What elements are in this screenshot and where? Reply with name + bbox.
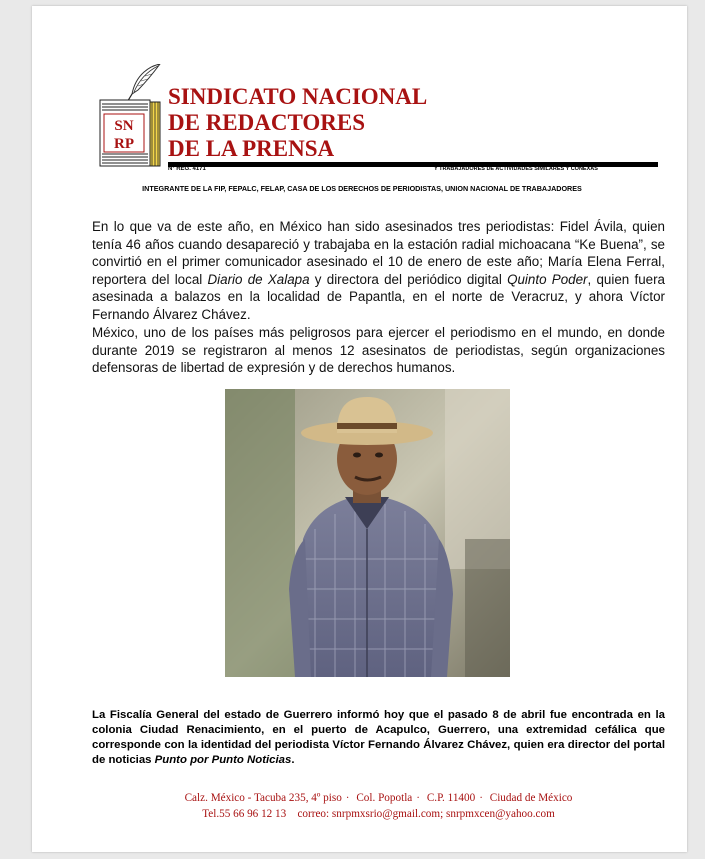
punto-por-punto-noticias: Punto por Punto Noticias <box>154 754 292 766</box>
logo-letters-top: SN <box>114 118 134 134</box>
union-logo <box>98 64 162 170</box>
footer-colonia: Col. Popotla <box>356 792 413 804</box>
org-name-line-1: SINDICATO NACIONAL <box>168 84 428 109</box>
footer-contact <box>92 790 665 822</box>
paragraph-1-text-a: En lo que va de este año, en México han sido asesinados tres periodistas: Fidel Ávila, quien tenía 46 años cuando desapareció y trabajaba en la estación radial michoacana “Ke Buena”, se convirtió en el primer comunicador asesinado el 10 de enero de este año; María Elena Ferral, reportera del local <box>92 219 665 287</box>
footer-emails[interactable]: snrpmxsrio@gmail.com; snrpmxcen@yahoo.com <box>331 808 555 820</box>
org-name-line-2: DE REDACTORES <box>168 110 366 135</box>
footer-city: Ciudad de México <box>489 792 573 804</box>
footer-street: Calz. México - Tacuba 235, 4º piso <box>184 792 342 804</box>
man-with-hat-photo-icon <box>225 389 510 677</box>
paragraph-1-text-c: y directora del periódico digital <box>309 271 508 287</box>
paragraph-1-text-e: , quien fuera asesinada a balazos en la localidad de Papantla, en el norte de Veracruz, y ahora Víctor Fernando Álvarez Chávez. <box>92 271 666 322</box>
portrait-photo <box>225 389 510 677</box>
caption-text-c: . <box>291 754 295 766</box>
document-page <box>32 6 687 852</box>
caption-text-a: La Fiscalía General del estado de Guerrero informó hoy que el pasado 8 de abril fue encontrada en la colonia Ciudad Renacimiento, en el puerto de Acapulco, Guerrero, una extremidad cefálica que corresponde con la identidad del periodista Víctor Fernando Álvarez Chávez, quien era director del portal de noticias <box>92 709 665 766</box>
diario-de-xalapa: Diario de Xalapa <box>207 271 310 287</box>
registration-number: Nº REG. 4171 <box>168 166 206 172</box>
header-tagline: Y TRABAJADORES DE ACTIVIDADES SIMILARES Y CONEXAS <box>434 166 598 172</box>
org-name-line-3: DE LA PRENSA <box>168 136 335 161</box>
quill-and-book-icon <box>98 64 162 170</box>
organization-name <box>168 84 427 162</box>
footer-contact-line <box>92 806 665 822</box>
footer-email-label: correo: <box>297 808 330 820</box>
paragraph-1 <box>92 218 665 323</box>
photo-caption <box>92 708 665 768</box>
footer-address-line: Calz. México - Tacuba 235, 4º piso · Col. Popotla · C.P. 11400 · Ciudad de México <box>184 792 573 804</box>
footer-postal-code: C.P. 11400 <box>426 792 476 804</box>
footer-phone: Tel.55 66 96 12 13 <box>202 808 287 820</box>
affiliations: INTEGRANTE DE LA FIP, FEPALC, FELAP, CASA DE LOS DERECHOS DE PERIODISTAS, UNION NACIONAL DE TRABAJADORES <box>142 184 582 193</box>
quinto-poder: Quinto Poder <box>507 271 588 287</box>
paragraph-2: México, uno de los países más peligrosos para ejercer el periodismo en el mundo, en donde durante 2019 se registraron al menos 12 asesinatos de periodistas, según organizaciones defensoras de libertad de expresión y de derechos humanos. <box>92 325 665 375</box>
logo-letters-bottom: RP <box>114 136 134 152</box>
